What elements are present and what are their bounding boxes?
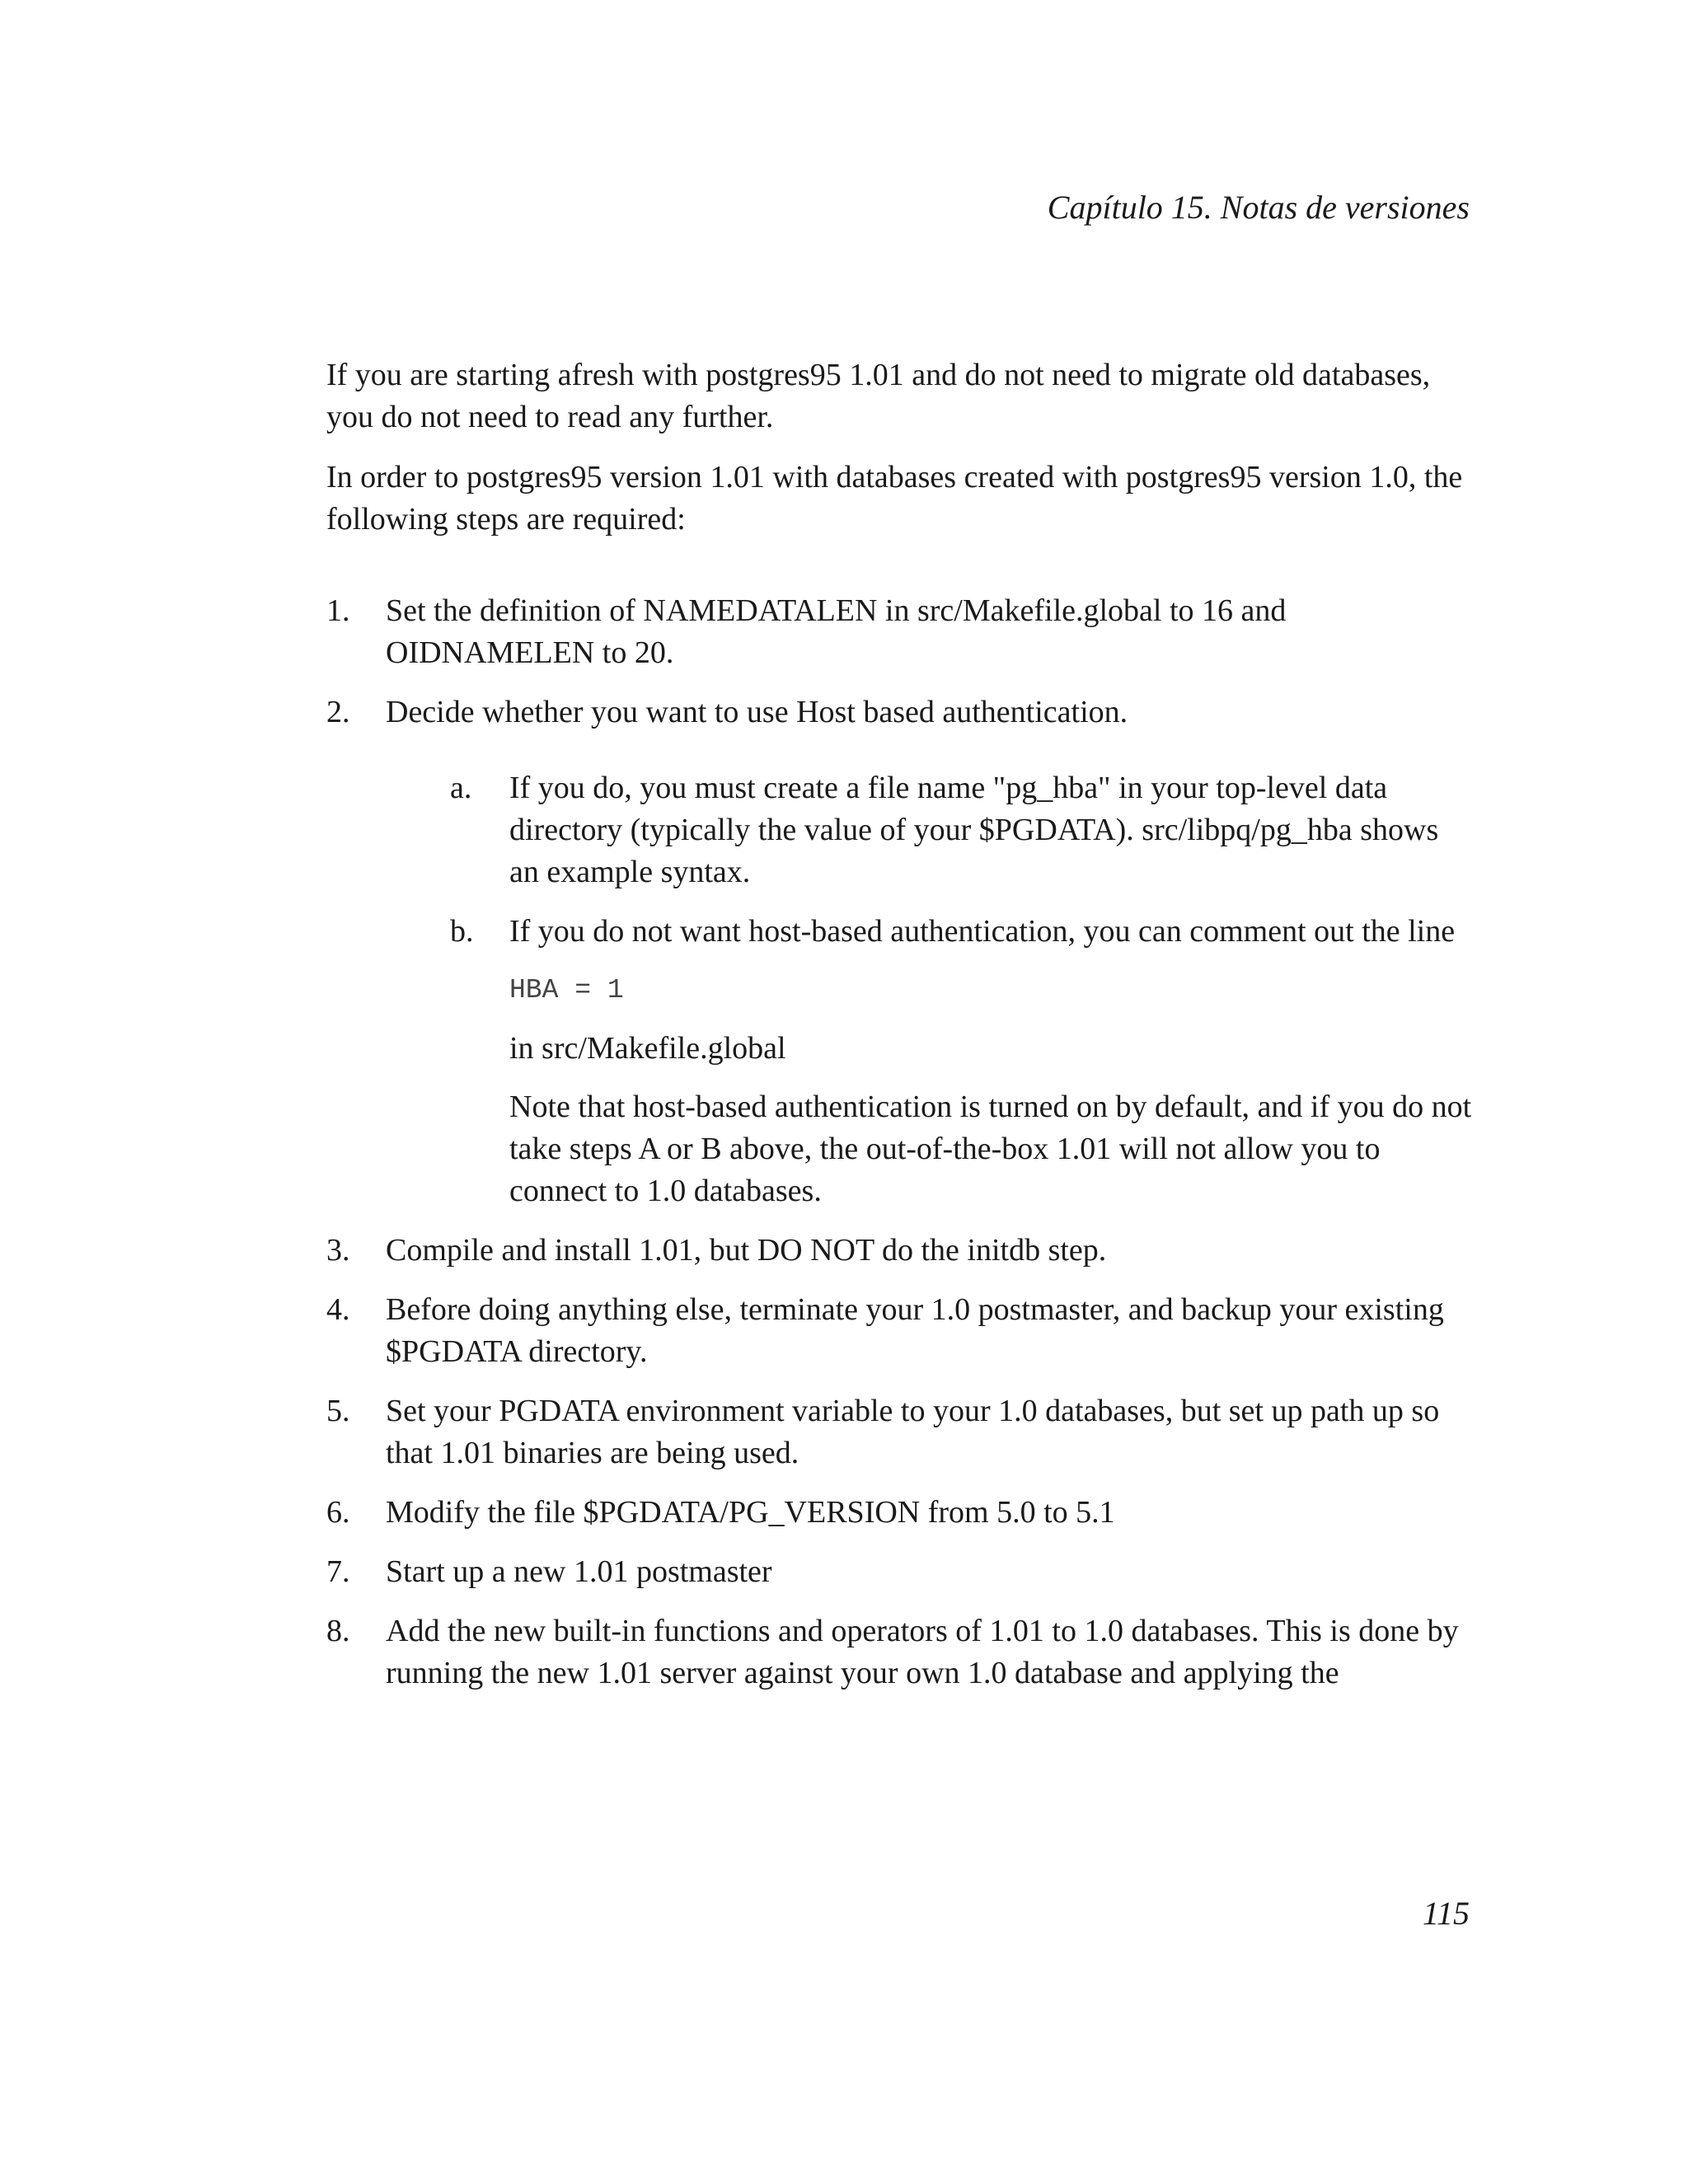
page-content: [326, 354, 1472, 1712]
substep-text: If you do, you must create a file name "pg_hba" in your top-level data directory (typically the value of your $PGDATA). src/libpq/pg_hba shows an example syntax.: [509, 771, 1439, 889]
step-number: 8.: [326, 1614, 350, 1648]
step-number: 2.: [326, 695, 350, 729]
step-item: [326, 1610, 1472, 1694]
step-text: Modify the file $PGDATA/PG_VERSION from 5.0 to 5.1: [386, 1495, 1115, 1530]
substep-followup-text: in src/Makefile.global: [509, 1031, 786, 1066]
page-number: 115: [1422, 1895, 1470, 1932]
substeps-list: [450, 767, 1472, 1212]
step-item: [326, 1551, 1472, 1593]
substep-note: Note that host-based authentication is turned on by default, and if you do not take steps A or B above, the out-of-the-box 1.01 will not allow you to connect to 1.0 databases.: [509, 1090, 1472, 1208]
substep-item: [450, 911, 1472, 1212]
step-number: 5.: [326, 1394, 350, 1428]
step-item: [326, 1492, 1472, 1534]
step-number: 7.: [326, 1554, 350, 1589]
step-item: [326, 1230, 1472, 1272]
step-item: [326, 1289, 1472, 1373]
substep-label: a.: [450, 771, 472, 805]
step-item: [326, 1390, 1472, 1474]
step-text: Start up a new 1.01 postmaster: [386, 1554, 772, 1589]
step-text: Decide whether you want to use Host based authentication.: [386, 695, 1128, 729]
step-text: Add the new built-in functions and operators of 1.01 to 1.0 databases. This is done by running the new 1.01 server against your own 1.0 database and applying the: [386, 1614, 1459, 1690]
code-snippet: HBA = 1: [509, 975, 624, 1005]
step-number: 6.: [326, 1495, 350, 1530]
substep-label: b.: [450, 914, 474, 949]
chapter-header: Capítulo 15. Notas de versiones: [1047, 189, 1470, 226]
step-text: Set the definition of NAMEDATALEN in src/Makefile.global to 16 and OIDNAMELEN to 20.: [386, 593, 1287, 670]
step-number: 4.: [326, 1292, 350, 1327]
intro-paragraph-1: If you are starting afresh with postgres95 1.01 and do not need to migrate old databases, you do not need to read any further.: [326, 358, 1431, 434]
step-text: Set your PGDATA environment variable to your 1.0 databases, but set up path up so that 1.01 binaries are being used.: [386, 1394, 1440, 1470]
substep-item: [450, 767, 1472, 893]
migration-steps-list: [326, 590, 1472, 1694]
step-number: 3.: [326, 1233, 350, 1268]
substep-text: If you do not want host-based authentication, you can comment out the line: [509, 914, 1456, 949]
step-text: Compile and install 1.01, but DO NOT do the initdb step.: [386, 1233, 1107, 1268]
step-number: 1.: [326, 593, 350, 628]
intro-paragraph-2: In order to postgres95 version 1.01 with databases created with postgres95 version 1.0, the following steps are required:: [326, 460, 1463, 537]
step-item: [326, 590, 1472, 674]
step-text: Before doing anything else, terminate your 1.0 postmaster, and backup your existing $PGDATA directory.: [386, 1292, 1444, 1369]
step-item: [326, 691, 1472, 1212]
